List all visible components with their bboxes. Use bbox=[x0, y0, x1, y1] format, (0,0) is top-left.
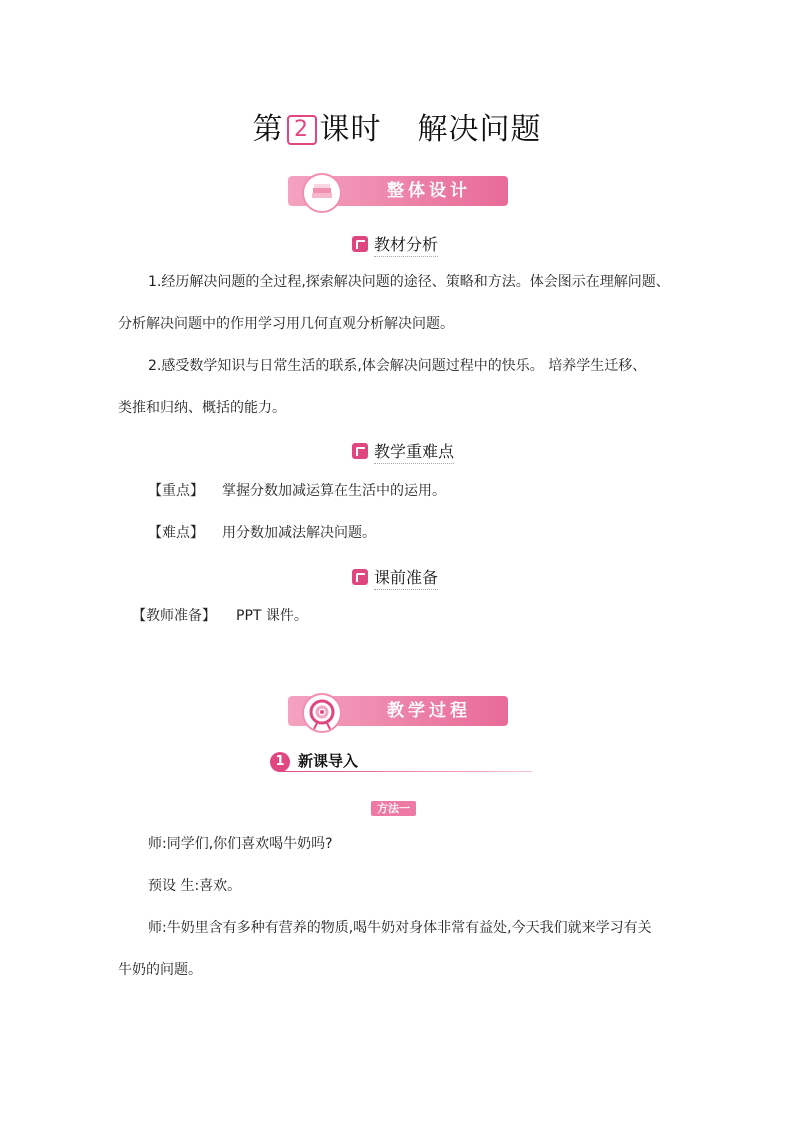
analysis-p1-line2: 分析解决问题中的作用学习用几何直观分析解决问题。 bbox=[118, 316, 454, 332]
difficulty-row bbox=[148, 523, 376, 543]
lesson-number-badge: 2 bbox=[287, 115, 317, 145]
dialogue-line-3a: 师:牛奶里含有多种有营养的物质,喝牛奶对身体非常有益处,今天我们就来学习有关 bbox=[148, 920, 652, 936]
section-arrow-icon bbox=[352, 443, 368, 459]
method-tag: 方法一 bbox=[371, 797, 416, 816]
section-arrow-icon bbox=[352, 236, 368, 252]
focus-label: 【重点】 bbox=[148, 483, 204, 499]
title-suffix: 课时 bbox=[319, 112, 382, 147]
preparation-row bbox=[132, 606, 308, 626]
focus-row bbox=[148, 481, 446, 501]
step-underline bbox=[282, 771, 532, 772]
analysis-p2-line1: 2.感受数学知识与日常生活的联系,体会解决问题过程中的快乐。 培养学生迁移、 bbox=[148, 358, 647, 374]
step-1-heading bbox=[270, 750, 358, 772]
difficulty-label: 【难点】 bbox=[148, 525, 204, 541]
title-topic: 解决问题 bbox=[417, 112, 542, 147]
difficulty-text: 用分数加减法解决问题。 bbox=[222, 525, 376, 541]
banner-process-label: 教学过程 bbox=[387, 701, 471, 721]
target-icon bbox=[302, 693, 342, 733]
banner-teaching-process bbox=[288, 696, 508, 726]
section-analysis-heading: 教材分析 bbox=[352, 232, 438, 255]
section-key-points-heading: 教学重难点 bbox=[352, 439, 454, 462]
analysis-p2-line2: 类推和归纳、概括的能力。 bbox=[118, 400, 286, 416]
section-preparation-heading: 课前准备 bbox=[352, 565, 438, 588]
book-stack-icon bbox=[302, 173, 342, 213]
focus-text: 掌握分数加减运算在生活中的运用。 bbox=[222, 483, 446, 499]
preparation-label: 【教师准备】 bbox=[132, 608, 216, 624]
section-arrow-icon bbox=[352, 569, 368, 585]
banner-overall-design bbox=[288, 176, 508, 206]
title-prefix: 第 bbox=[252, 112, 284, 147]
dialogue-line-3b: 牛奶的问题。 bbox=[118, 962, 202, 978]
step-1-label: 新课导入 bbox=[298, 752, 359, 770]
step-number-badge: 1 bbox=[270, 752, 290, 772]
banner-overall-label: 整体设计 bbox=[387, 181, 471, 201]
lesson-title bbox=[0, 104, 794, 148]
dialogue-line-2: 预设 生:喜欢。 bbox=[148, 878, 242, 894]
preparation-text: PPT 课件。 bbox=[236, 608, 308, 624]
analysis-p1-line1: 1.经历解决问题的全过程,探索解决问题的途径、策略和方法。体会图示在理解问题、 bbox=[148, 274, 670, 290]
dialogue-line-1: 师:同学们,你们喜欢喝牛奶吗? bbox=[148, 836, 333, 852]
